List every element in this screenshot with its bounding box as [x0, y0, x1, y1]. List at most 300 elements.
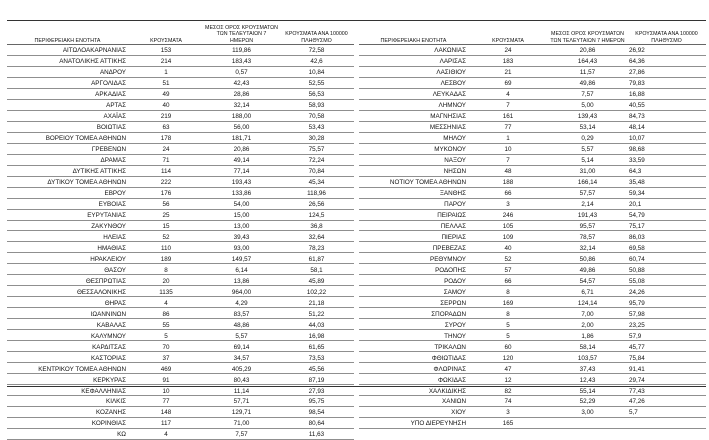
cases-per-100k-cell: 57,9 — [627, 330, 706, 341]
cases-cell: 71 — [128, 154, 204, 165]
cases-cell: 110 — [128, 242, 204, 253]
table-row — [359, 286, 706, 297]
cases-per-100k-cell: 5,7 — [627, 406, 706, 417]
cases-cell: 188 — [468, 176, 548, 187]
table-row — [359, 352, 706, 363]
region-name-cell: ΠΡΕΒΕΖΑΣ — [359, 242, 468, 253]
table-row — [359, 187, 706, 198]
cases-per-100k-cell: 16,98 — [279, 330, 354, 341]
cases-cell: 48 — [468, 165, 548, 176]
avg-7-days-cell: 42,43 — [204, 77, 279, 88]
region-name-cell: ΜΕΣΣΗΝΙΑΣ — [359, 121, 468, 132]
table-row — [359, 88, 706, 99]
table-row — [7, 187, 354, 198]
region-name-cell: ΣΑΜΟΥ — [359, 286, 468, 297]
cases-per-100k-cell: 52,55 — [279, 77, 354, 88]
cases-cell: 77 — [128, 396, 204, 407]
avg-7-days-cell: 149,57 — [204, 253, 279, 264]
avg-7-days-cell: 5,57 — [548, 143, 627, 154]
cases-per-100k-cell: 16,88 — [627, 88, 706, 99]
table-row — [7, 88, 354, 99]
region-name-cell: ΣΥΡΟΥ — [359, 319, 468, 330]
header-avg-7-days: ΜΕΣΟΣ ΟΡΟΣ ΚΡΟΥΣΜΑΤΩΝ ΤΩΝ ΤΕΛΕΥΤΑΙΩΝ 7 ΗΜΕΡΩΝ — [205, 24, 278, 44]
cases-per-100k-cell: 61,87 — [279, 253, 354, 264]
cases-cell: 74 — [468, 396, 548, 407]
top-rule — [7, 20, 706, 21]
table-row — [7, 220, 354, 231]
region-name-cell: ΑΧΑΪΑΣ — [7, 110, 128, 121]
cases-cell: 1 — [128, 66, 204, 77]
cases-per-100k-cell: 77,43 — [627, 385, 706, 396]
table-row — [7, 231, 354, 242]
table-row — [7, 319, 354, 330]
left-cases-table — [7, 24, 354, 440]
avg-7-days-cell: 12,43 — [548, 374, 627, 385]
cases-per-100k-cell: 53,43 — [279, 121, 354, 132]
cases-cell: 8 — [128, 264, 204, 275]
table-row — [7, 165, 354, 176]
cases-cell: 214 — [128, 55, 204, 66]
header-avg-7-days: ΜΕΣΟΣ ΟΡΟΣ ΚΡΟΥΣΜΑΤΩΝ ΤΩΝ ΤΕΛΕΥΤΑΙΩΝ 7 ΗΜΕΡΩΝ — [550, 31, 625, 44]
table-row — [7, 253, 354, 264]
avg-7-days-cell: 166,14 — [548, 176, 627, 187]
cases-cell: 8 — [468, 308, 548, 319]
cases-per-100k-cell: 10,07 — [627, 132, 706, 143]
table-row — [7, 110, 354, 121]
left-table-body — [7, 45, 354, 440]
avg-7-days-cell: 52,29 — [548, 396, 627, 407]
cases-cell: 40 — [468, 242, 548, 253]
avg-7-days-cell: 188,00 — [204, 110, 279, 121]
avg-7-days-cell: 7,57 — [548, 88, 627, 99]
avg-7-days-cell: 103,57 — [548, 352, 627, 363]
cases-cell: 25 — [128, 209, 204, 220]
cases-per-100k-cell: 59,34 — [627, 187, 706, 198]
cases-per-100k-cell: 69,58 — [627, 242, 706, 253]
table-row — [7, 428, 354, 439]
cases-cell: 8 — [468, 286, 548, 297]
region-name-cell: ΚΑΒΑΛΑΣ — [7, 319, 128, 330]
cases-per-100k-cell: 80,64 — [279, 417, 354, 428]
table-row — [7, 352, 354, 363]
cases-per-100k-cell: 26,56 — [279, 198, 354, 209]
avg-7-days-cell: 49,86 — [548, 77, 627, 88]
avg-7-days-cell: 5,00 — [548, 99, 627, 110]
table-row — [7, 264, 354, 275]
cases-per-100k-cell: 58,1 — [279, 264, 354, 275]
avg-7-days-cell: 37,43 — [548, 363, 627, 374]
avg-7-days-cell: 39,43 — [204, 231, 279, 242]
region-name-cell: ΤΡΙΚΑΛΩΝ — [359, 341, 468, 352]
cases-cell: 176 — [128, 187, 204, 198]
header-cases-per-100k: ΚΡΟΥΣΜΑΤΑ ΑΝΑ 100000 ΠΛΗΘΥΣΜΟ — [635, 31, 698, 44]
cases-cell: 10 — [468, 143, 548, 154]
cases-cell: 70 — [128, 341, 204, 352]
table-row — [359, 165, 706, 176]
header-cases-per-100k: ΚΡΟΥΣΜΑΤΑ ΑΝΑ 100000 ΠΛΗΘΥΣΜΟ — [285, 31, 348, 44]
cases-cell: 12 — [468, 374, 548, 385]
region-name-cell: ΚΙΛΚΙΣ — [7, 396, 128, 407]
region-name-cell: ΔΡΑΜΑΣ — [7, 154, 128, 165]
avg-7-days-cell: 49,86 — [548, 264, 627, 275]
cases-cell: 5 — [468, 319, 548, 330]
region-name-cell: ΗΜΑΘΙΑΣ — [7, 242, 128, 253]
region-name-cell: ΦΩΚΙΔΑΣ — [359, 374, 468, 385]
avg-7-days-cell: 78,57 — [548, 231, 627, 242]
region-name-cell: ΝΑΞΟΥ — [359, 154, 468, 165]
region-name-cell: ΛΑΡΙΣΑΣ — [359, 55, 468, 66]
table-row — [359, 209, 706, 220]
avg-7-days-cell: 69,14 — [204, 341, 279, 352]
cases-cell: 51 — [128, 77, 204, 88]
avg-7-days-cell: 57,71 — [204, 396, 279, 407]
avg-7-days-cell: 80,43 — [204, 374, 279, 385]
table-row — [359, 341, 706, 352]
cases-per-100k-cell: 75,57 — [279, 143, 354, 154]
cases-per-100k-cell: 72,58 — [279, 45, 354, 56]
avg-7-days-cell: 49,14 — [204, 154, 279, 165]
table-row — [359, 99, 706, 110]
avg-7-days-cell: 124,14 — [548, 297, 627, 308]
cases-cell: 66 — [468, 275, 548, 286]
cases-per-100k-cell: 27,93 — [279, 385, 354, 396]
region-name-cell: ΑΡΤΑΣ — [7, 99, 128, 110]
region-name-cell: ΜΗΛΟΥ — [359, 132, 468, 143]
avg-7-days-cell: 6,14 — [204, 264, 279, 275]
cases-per-100k-cell: 36,8 — [279, 220, 354, 231]
cases-per-100k-cell: 58,93 — [279, 99, 354, 110]
region-name-cell: ΔΥΤΙΚΟΥ ΤΟΜΕΑ ΑΘΗΝΩΝ — [7, 176, 128, 187]
avg-7-days-cell — [548, 417, 627, 428]
region-name-cell: ΚΟΖΑΝΗΣ — [7, 406, 128, 417]
avg-7-days-cell: 0,29 — [548, 132, 627, 143]
table-row — [359, 110, 706, 121]
table-row — [359, 198, 706, 209]
cases-per-100k-cell: 50,88 — [627, 264, 706, 275]
cases-per-100k-cell: 57,98 — [627, 308, 706, 319]
avg-7-days-cell: 4,29 — [204, 297, 279, 308]
cases-cell: 117 — [128, 417, 204, 428]
cases-cell: 120 — [468, 352, 548, 363]
avg-7-days-cell: 6,71 — [548, 286, 627, 297]
avg-7-days-cell: 48,86 — [204, 319, 279, 330]
cases-per-100k-cell: 32,64 — [279, 231, 354, 242]
region-name-cell: ΣΠΟΡΑΔΩΝ — [359, 308, 468, 319]
avg-7-days-cell: 139,43 — [548, 110, 627, 121]
table-row — [359, 176, 706, 187]
avg-7-days-cell: 15,00 — [204, 209, 279, 220]
table-row — [7, 374, 354, 385]
table-row — [7, 242, 354, 253]
cases-per-100k-cell: 40,55 — [627, 99, 706, 110]
cases-per-100k-cell: 64,36 — [627, 55, 706, 66]
header-region: ΠΕΡΙΦΕΡΕΙΑΚΗ ΕΝΟΤΗΤΑ — [380, 37, 447, 44]
region-name-cell: ΗΛΕΙΑΣ — [7, 231, 128, 242]
region-name-cell: ΑΝΔΡΟΥ — [7, 66, 128, 77]
table-row — [359, 253, 706, 264]
cases-cell: 82 — [468, 385, 548, 396]
cases-cell: 20 — [128, 275, 204, 286]
region-name-cell: ΧΑΛΚΙΔΙΚΗΣ — [359, 385, 468, 396]
avg-7-days-cell: 1,86 — [548, 330, 627, 341]
avg-7-days-cell: 119,86 — [204, 45, 279, 56]
region-name-cell: ΓΡΕΒΕΝΩΝ — [7, 143, 128, 154]
region-name-cell: ΚΕΝΤΡΙΚΟΥ ΤΟΜΕΑ ΑΘΗΝΩΝ — [7, 363, 128, 374]
table-row — [359, 66, 706, 77]
avg-7-days-cell: 5,57 — [204, 330, 279, 341]
cases-per-100k-cell: 64,3 — [627, 165, 706, 176]
cases-per-100k-cell: 55,08 — [627, 275, 706, 286]
cases-cell: 7 — [468, 99, 548, 110]
cases-cell: 86 — [128, 308, 204, 319]
cases-cell: 5 — [128, 330, 204, 341]
avg-7-days-cell: 2,00 — [548, 319, 627, 330]
region-name-cell: ΚΑΡΔΙΤΣΑΣ — [7, 341, 128, 352]
region-name-cell: ΝΗΣΩΝ — [359, 165, 468, 176]
region-name-cell: ΕΒΡΟΥ — [7, 187, 128, 198]
table-row — [7, 275, 354, 286]
table-row — [359, 297, 706, 308]
table-row — [7, 99, 354, 110]
table-row — [7, 66, 354, 77]
avg-7-days-cell: 183,43 — [204, 55, 279, 66]
avg-7-days-cell: 405,29 — [204, 363, 279, 374]
cases-per-100k-cell: 118,96 — [279, 187, 354, 198]
region-name-cell: ΧΙΟΥ — [359, 406, 468, 417]
cases-per-100k-cell: 95,79 — [627, 297, 706, 308]
avg-7-days-cell: 55,14 — [548, 385, 627, 396]
cases-cell: 5 — [468, 330, 548, 341]
avg-7-days-cell: 32,14 — [204, 99, 279, 110]
table-row — [359, 406, 706, 417]
table-row — [7, 121, 354, 132]
table-row — [359, 275, 706, 286]
table-row — [7, 55, 354, 66]
region-name-cell: ΥΠΟ ΔΙΕΡΕΥΝΗΣΗ — [359, 417, 468, 428]
table-row — [7, 286, 354, 297]
region-name-cell: ΒΟΡΕΙΟΥ ΤΟΜΕΑ ΑΘΗΝΩΝ — [7, 132, 128, 143]
cases-cell: 55 — [128, 319, 204, 330]
cases-cell: 24 — [468, 45, 548, 56]
table-row — [7, 209, 354, 220]
avg-7-days-cell: 77,14 — [204, 165, 279, 176]
table-row — [7, 143, 354, 154]
table-row — [359, 143, 706, 154]
avg-7-days-cell: 13,86 — [204, 275, 279, 286]
region-name-cell: ΦΛΩΡΙΝΑΣ — [359, 363, 468, 374]
avg-7-days-cell: 164,43 — [548, 55, 627, 66]
table-row — [7, 297, 354, 308]
cases-cell: 66 — [468, 187, 548, 198]
cases-per-100k-cell: 47,26 — [627, 396, 706, 407]
cases-cell: 3 — [468, 198, 548, 209]
avg-7-days-cell: 191,43 — [548, 209, 627, 220]
avg-7-days-cell: 71,00 — [204, 417, 279, 428]
cases-per-100k-cell: 87,19 — [279, 374, 354, 385]
region-name-cell: ΚΕΦΑΛΛΗΝΙΑΣ — [7, 385, 128, 396]
table-row — [359, 77, 706, 88]
right-header-row — [359, 24, 706, 45]
cases-per-100k-cell: 56,53 — [279, 88, 354, 99]
cases-per-100k-cell: 51,22 — [279, 308, 354, 319]
table-row — [359, 220, 706, 231]
cases-cell: 21 — [468, 66, 548, 77]
avg-7-days-cell: 11,14 — [204, 385, 279, 396]
cases-cell: 165 — [468, 417, 548, 428]
cases-cell: 169 — [468, 297, 548, 308]
region-name-cell: ΑΝΑΤΟΛΙΚΗΣ ΑΤΤΙΚΗΣ — [7, 55, 128, 66]
cases-cell: 63 — [128, 121, 204, 132]
cases-per-100k-cell: 72,24 — [279, 154, 354, 165]
region-name-cell: ΑΡΓΟΛΙΔΑΣ — [7, 77, 128, 88]
table-row — [359, 374, 706, 385]
region-name-cell: ΧΑΝΙΩΝ — [359, 396, 468, 407]
cases-per-100k-cell: 45,89 — [279, 275, 354, 286]
cases-cell: 153 — [128, 45, 204, 56]
cases-per-100k-cell: 98,68 — [627, 143, 706, 154]
table-row — [359, 231, 706, 242]
table-row — [359, 45, 706, 56]
cases-cell: 246 — [468, 209, 548, 220]
cases-cell: 91 — [128, 374, 204, 385]
cases-cell: 57 — [468, 264, 548, 275]
cases-cell: 24 — [128, 143, 204, 154]
avg-7-days-cell: 34,57 — [204, 352, 279, 363]
avg-7-days-cell: 31,00 — [548, 165, 627, 176]
table-row — [359, 121, 706, 132]
left-header-row — [7, 24, 354, 45]
region-name-cell: ΛΕΥΚΑΔΑΣ — [359, 88, 468, 99]
cases-cell: 37 — [128, 352, 204, 363]
cases-per-100k-cell: 45,56 — [279, 363, 354, 374]
cases-per-100k-cell: 26,92 — [627, 45, 706, 56]
region-name-cell: ΙΩΑΝΝΙΝΩΝ — [7, 308, 128, 319]
region-name-cell: ΡΟΔΟΠΗΣ — [359, 264, 468, 275]
region-name-cell: ΚΕΡΚΥΡΑΣ — [7, 374, 128, 385]
cases-per-100k-cell: 86,03 — [627, 231, 706, 242]
table-row — [7, 417, 354, 428]
avg-7-days-cell: 56,00 — [204, 121, 279, 132]
region-name-cell: ΠΕΛΛΑΣ — [359, 220, 468, 231]
cases-per-100k-cell: 70,58 — [279, 110, 354, 121]
cases-per-100k-cell: 42,6 — [279, 55, 354, 66]
table-row — [7, 406, 354, 417]
cases-per-100k-cell: 79,83 — [627, 77, 706, 88]
avg-7-days-cell: 54,00 — [204, 198, 279, 209]
cases-cell: 178 — [128, 132, 204, 143]
cases-per-100k-cell: 20,1 — [627, 198, 706, 209]
avg-7-days-cell: 28,86 — [204, 88, 279, 99]
cases-cell: 469 — [128, 363, 204, 374]
cases-cell: 47 — [468, 363, 548, 374]
region-name-cell: ΒΟΙΩΤΙΑΣ — [7, 121, 128, 132]
header-cases: ΚΡΟΥΣΜΑΤΑ — [150, 37, 182, 44]
table-row — [7, 198, 354, 209]
cases-cell: 189 — [128, 253, 204, 264]
table-row — [7, 176, 354, 187]
cases-cell: 4 — [128, 428, 204, 439]
avg-7-days-cell: 3,00 — [548, 406, 627, 417]
avg-7-days-cell: 7,00 — [548, 308, 627, 319]
cases-cell: 114 — [128, 165, 204, 176]
cases-per-100k-cell — [627, 417, 706, 428]
cases-cell: 161 — [468, 110, 548, 121]
cases-per-100k-cell: 27,86 — [627, 66, 706, 77]
avg-7-days-cell: 20,86 — [204, 143, 279, 154]
region-name-cell: ΠΕΙΡΑΙΩΣ — [359, 209, 468, 220]
table-row — [7, 132, 354, 143]
cases-per-100k-cell: 60,74 — [627, 253, 706, 264]
region-name-cell: ΜΥΚΟΝΟΥ — [359, 143, 468, 154]
cases-cell: 60 — [468, 341, 548, 352]
cases-cell: 7 — [468, 154, 548, 165]
cases-per-100k-cell: 95,75 — [279, 396, 354, 407]
region-name-cell: ΡΟΔΟΥ — [359, 275, 468, 286]
region-name-cell: ΘΗΡΑΣ — [7, 297, 128, 308]
region-name-cell: ΘΑΣΟΥ — [7, 264, 128, 275]
table-row — [7, 341, 354, 352]
cases-cell: 52 — [468, 253, 548, 264]
region-name-cell: ΠΑΡΟΥ — [359, 198, 468, 209]
cases-cell: 40 — [128, 99, 204, 110]
avg-7-days-cell: 20,86 — [548, 45, 627, 56]
cases-cell: 222 — [128, 176, 204, 187]
cases-cell: 148 — [128, 406, 204, 417]
region-name-cell: ΛΑΣΙΘΙΟΥ — [359, 66, 468, 77]
region-name-cell: ΔΥΤΙΚΗΣ ΑΤΤΙΚΗΣ — [7, 165, 128, 176]
avg-7-days-cell: 11,57 — [548, 66, 627, 77]
right-cases-table — [359, 24, 706, 429]
avg-7-days-cell: 7,57 — [204, 428, 279, 439]
table-row — [359, 154, 706, 165]
region-name-cell: ΜΑΓΝΗΣΙΑΣ — [359, 110, 468, 121]
table-row — [359, 308, 706, 319]
cases-per-100k-cell: 44,03 — [279, 319, 354, 330]
cases-per-100k-cell: 91,41 — [627, 363, 706, 374]
table-row — [359, 330, 706, 341]
avg-7-days-cell: 964,00 — [204, 286, 279, 297]
cases-per-100k-cell: 45,77 — [627, 341, 706, 352]
table-row — [7, 330, 354, 341]
cases-per-100k-cell: 24,26 — [627, 286, 706, 297]
cases-cell: 56 — [128, 198, 204, 209]
avg-7-days-cell: 95,57 — [548, 220, 627, 231]
cases-cell: 105 — [468, 220, 548, 231]
cases-per-100k-cell: 98,54 — [279, 406, 354, 417]
avg-7-days-cell: 5,14 — [548, 154, 627, 165]
right-table-body — [359, 45, 706, 429]
table-row — [359, 363, 706, 374]
table-row — [7, 77, 354, 88]
cases-cell: 10 — [128, 385, 204, 396]
cases-per-100k-cell: 75,17 — [627, 220, 706, 231]
region-name-cell: ΕΥΒΟΙΑΣ — [7, 198, 128, 209]
region-name-cell: ΕΥΡΥΤΑΝΙΑΣ — [7, 209, 128, 220]
cases-per-100k-cell: 10,84 — [279, 66, 354, 77]
table-row — [359, 319, 706, 330]
header-region: ΠΕΡΙΦΕΡΕΙΑΚΗ ΕΝΟΤΗΤΑ — [34, 37, 101, 44]
region-name-cell: ΚΩ — [7, 428, 128, 439]
cases-per-100k-cell: 84,73 — [627, 110, 706, 121]
region-name-cell: ΘΕΣΣΑΛΟΝΙΚΗΣ — [7, 286, 128, 297]
region-name-cell: ΖΑΚΥΝΘΟΥ — [7, 220, 128, 231]
cases-per-100k-cell: 124,5 — [279, 209, 354, 220]
avg-7-days-cell: 193,43 — [204, 176, 279, 187]
cases-cell: 3 — [468, 406, 548, 417]
avg-7-days-cell: 133,86 — [204, 187, 279, 198]
table-row — [7, 308, 354, 319]
cases-per-100k-cell: 29,74 — [627, 374, 706, 385]
